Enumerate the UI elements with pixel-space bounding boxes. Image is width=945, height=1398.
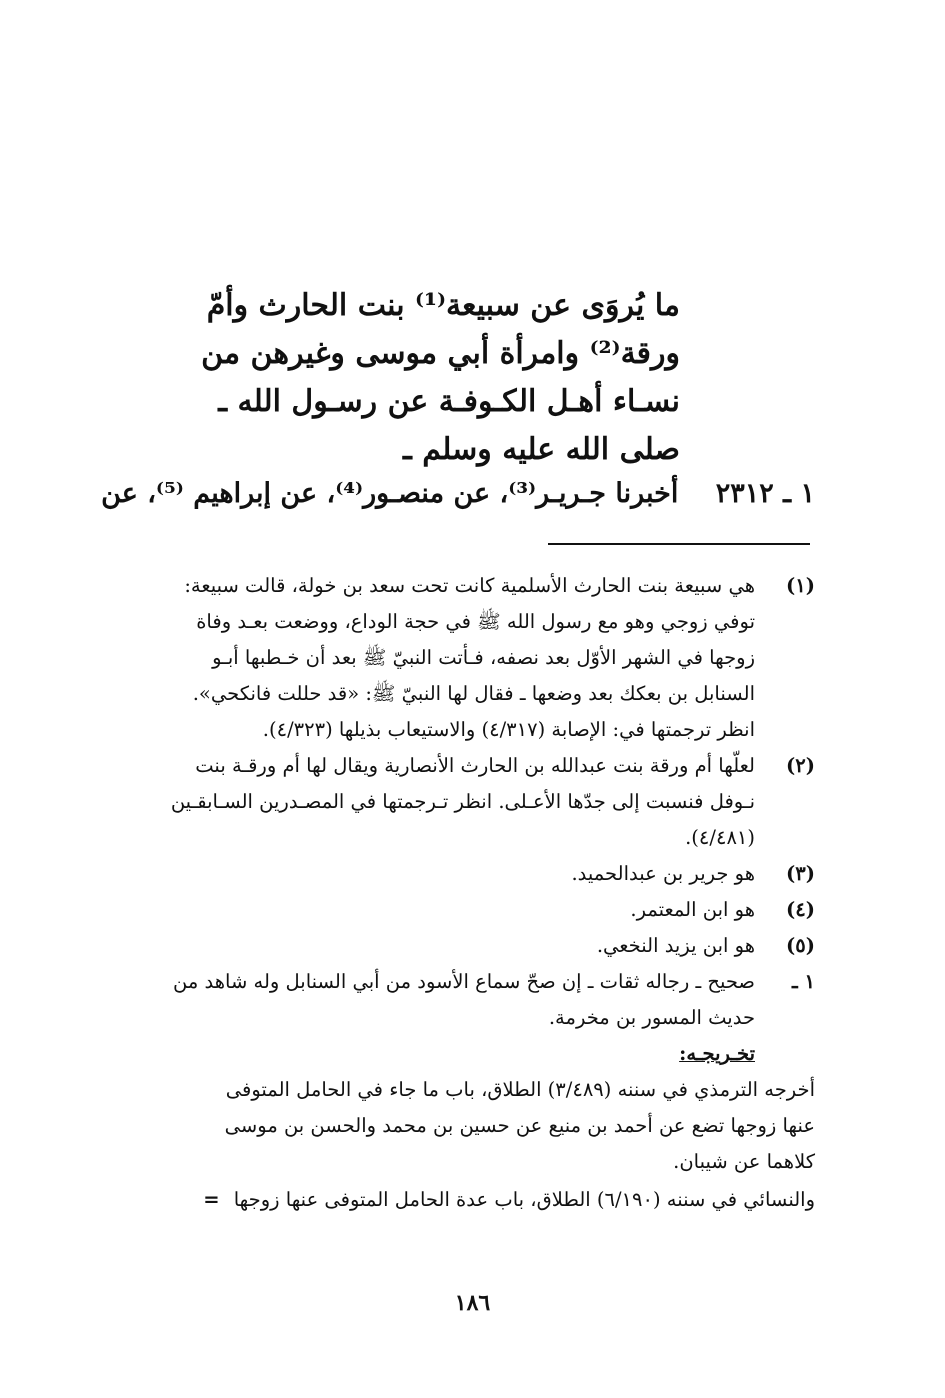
- footnote-line: توفي زوجي وهو مع رسول الله ﷺ في حجة الوداع، ووضعت بعـد وفاة: [196, 610, 755, 633]
- footnote-mark: (٣): [786, 862, 815, 885]
- footnote-line: السنابل بن بعكك بعد وضعها ـ فقال لها النبيّ ﷺ: «قد حللت فانكحي».: [192, 682, 755, 705]
- footnote-1: [125, 568, 815, 748]
- footnotes: [125, 568, 815, 1218]
- footnote-mark: (٤): [786, 898, 815, 921]
- grading-note: [125, 964, 815, 1036]
- takhrij-paragraph: [125, 1182, 815, 1218]
- footnote-body: [125, 748, 755, 856]
- footnote-body: [125, 856, 755, 892]
- footnote-line: نـوفل فنسبت إلى جدّها الأعـلى. انظر تـرجمتها في المصـدرين السـابقـين: [170, 790, 755, 813]
- hadith-number: ١ ـ ٢٣١٢: [715, 478, 815, 509]
- footnote-body: [125, 928, 755, 964]
- footnote-line: هو ابن يزيد النخعي.: [596, 934, 755, 957]
- heading-line: صلى الله عليه وسلم ـ: [403, 432, 680, 467]
- footnote-5: [125, 928, 815, 964]
- heading-line: ورقة⁽²⁾ وامرأة أبي موسى وغيرهن من: [201, 336, 680, 371]
- takhrij-line: عنها زوجها تضع عن أحمد بن منيع عن حسين بن محمد والحسن بن موسى: [224, 1114, 815, 1137]
- footnote-mark: (٢): [786, 754, 815, 777]
- takhrij-line: أخرجه الترمذي في سننه (٣/٤٨٩) الطلاق، باب ما جاء في الحامل المتوفى: [225, 1078, 815, 1101]
- takhrij-title: تخـريجـه:: [679, 1042, 755, 1065]
- hadith-chain: أخبرنا جـريـر⁽³⁾، عن منصـور⁽⁴⁾، عن إبراهيم ⁽⁵⁾، عن: [101, 478, 679, 509]
- takhrij-line: والنسائي في سننه (٦/١٩٠) الطلاق، باب عدة الحامل المتوفى عنها زوجها: [233, 1188, 815, 1211]
- footnote-mark: (٥): [786, 934, 815, 957]
- continuation-mark: =: [203, 1188, 220, 1211]
- hadith-text: [101, 474, 815, 514]
- footnote-3: [125, 856, 815, 892]
- footnote-body: [125, 568, 755, 748]
- footnote-2: [125, 748, 815, 856]
- page-number: ١٨٦: [454, 1290, 491, 1316]
- footnote-line: (٤/٤٨١).: [685, 826, 755, 849]
- footnote-line: حديث المسور بن مخرمة.: [548, 1006, 755, 1029]
- footnote-mark: (١): [786, 574, 815, 597]
- footnote-body: [125, 964, 755, 1036]
- takhrij-paragraph: [125, 1072, 815, 1180]
- footnote-line: هو جرير بن عبدالحميد.: [571, 862, 755, 885]
- footnote-mark: ١ ـ: [792, 970, 815, 993]
- footnote-body: [125, 892, 755, 928]
- footnote-divider: [548, 543, 810, 545]
- footnote-line: انظر ترجمتها في: الإصابة (٤/٣١٧) والاستيعاب بذيلها (٤/٣٢٣).: [262, 718, 755, 741]
- footnote-line: صحيح ـ رجاله ثقات ـ إن صحّ سماع الأسود من أبي السنابل وله شاهد من: [173, 970, 755, 993]
- heading-line: نسـاء أهـل الكـوفـة عن رسـول الله ـ: [218, 384, 680, 419]
- footnote-line: هو ابن المعتمر.: [630, 898, 755, 921]
- takhrij-line: كلاهما عن شيبان.: [673, 1150, 815, 1173]
- footnote-line: هي سبيعة بنت الحارث الأسلمية كانت تحت سعد بن خولة، قالت سبيعة:: [184, 574, 755, 597]
- footnote-4: [125, 892, 815, 928]
- footnote-line: زوجها في الشهر الأوّل بعد نصفه، فـأتت النبيّ ﷺ بعد أن خـطبها أبـو: [212, 646, 755, 669]
- heading-line: ما يُروَى عن سبيعة⁽¹⁾ بنت الحارث وأمّ: [206, 288, 680, 323]
- footnote-line: لعلّها أم ورقة بنت عبدالله بن الحارث الأنصارية ويقال لها أم ورقـة بنت: [195, 754, 755, 777]
- chapter-heading: [201, 282, 680, 474]
